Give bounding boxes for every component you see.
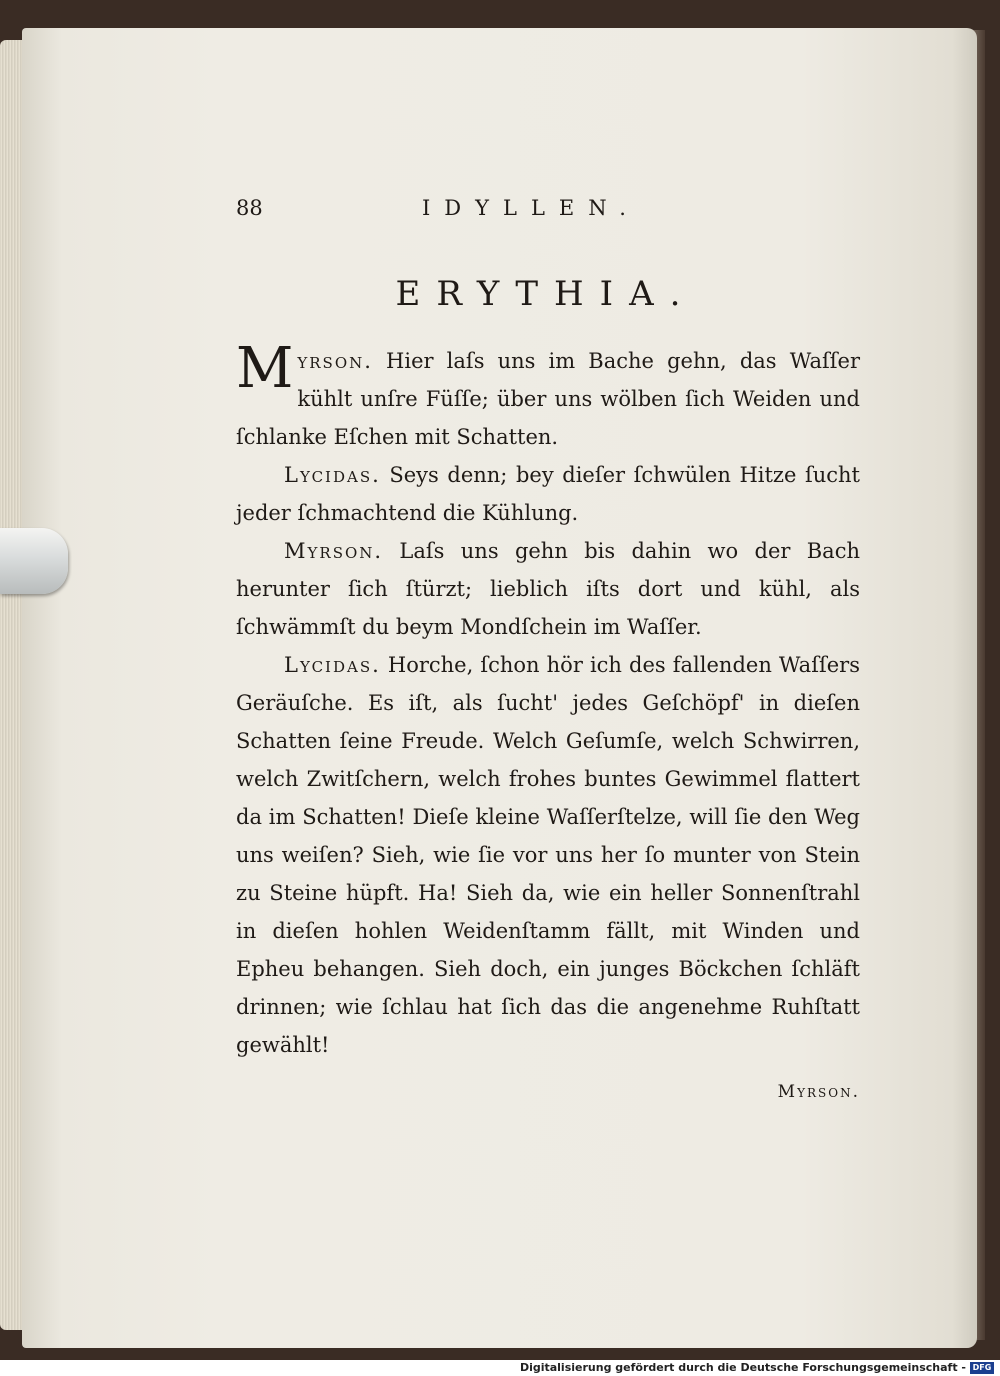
speaker-name: Myrson.: [284, 539, 384, 563]
speaker-name: Lycidas.: [284, 653, 381, 677]
page-title: ERYTHIA.: [395, 274, 697, 314]
paragraph: [236, 646, 860, 1064]
paragraph: [236, 456, 860, 532]
drop-cap: M: [236, 336, 294, 401]
paragraph-text: Laſs uns gehn bis dahin wo der Bach herunter ſich ſtürzt; lieblich iſts dort und kühl, als ſchwämmſt du beym Mondſchein im Waſſer.: [236, 539, 860, 639]
page-number: 88: [236, 196, 263, 220]
footer-credit: Digitalisierung gefördert durch die Deutsche Forschungsgemeinschaft -: [519, 1361, 966, 1374]
footer-bar: [0, 1360, 1000, 1376]
catchword: Myrson.: [777, 1082, 860, 1102]
page-clip: [0, 528, 68, 594]
paragraph-text: Hier laſs uns im Bache gehn, das Waſſer kühlt unſre Füſſe; über uns wölben ſich Weiden und ſchlanke Eſchen mit Schatten.: [236, 349, 860, 449]
body-text: [236, 336, 860, 1064]
speaker-name: yrson.: [297, 349, 373, 373]
page-header: [232, 190, 860, 230]
paragraph: [236, 336, 860, 456]
paragraph-text: Seys denn; bey dieſer ſchwülen Hitze ſucht jeder ſchmachtend die Kühlung.: [236, 463, 860, 525]
paragraph: [236, 532, 860, 646]
running-head: IDYLLEN.: [422, 196, 640, 220]
dfg-logo: DFG: [970, 1362, 994, 1374]
speaker-name: Lycidas.: [284, 463, 381, 487]
paragraph-text: Horche, ſchon hör ich des fallenden Waſſers Geräuſche. Es iſt, als ſucht' jedes Geſchöpf' in dieſen Schatten ſeine Freude. Welch Geſumſe, welch Schwirren, welch Zwitſchern, welch frohes buntes Gewimmel flattert da im Schatten! Dieſe kleine Waſſerſtelze, will ſie den Weg uns weiſen? Sieh, wie ſie vor uns her ſo munter von Stein zu Steine hüpft. Ha! Sieh da, wie ein heller Sonnenſtrahl in dieſen hohlen Weidenſtamm fällt, mit Winden und Epheu behangen. Sieh doch, ein junges Böckchen ſchläft drinnen; wie ſchlau hat ſich das die angenehme Ruhſtatt gewählt!: [236, 653, 860, 1057]
